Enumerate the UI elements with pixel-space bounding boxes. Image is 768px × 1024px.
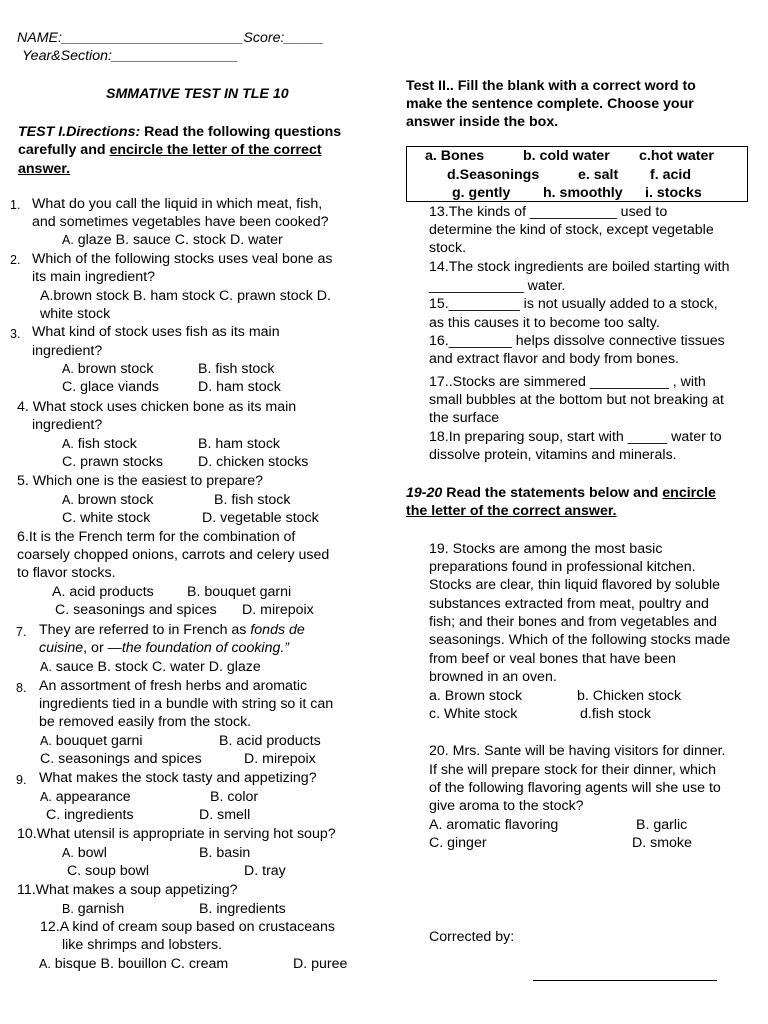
q3-choice-a-text: brown stock [73, 361, 154, 377]
q11-choice-b: B. ingredients [199, 901, 286, 917]
q7-choices [40, 658, 261, 676]
q12-choice-a-letter: A. [39, 957, 51, 971]
box-choice-b: b. cold water [523, 148, 610, 164]
q1-line1: What do you call the liquid in which meat, fish, [32, 196, 323, 212]
q3-choice-d: D. ham stock [198, 379, 281, 395]
q18-line2: dissolve protein, vitamins and minerals. [429, 447, 677, 463]
q1-choices [62, 231, 283, 249]
q3-line1: What kind of stock uses fish as its main [32, 324, 280, 340]
q3-line2: ingredient? [32, 343, 103, 359]
q12-choice-d: D. puree [293, 956, 348, 972]
test1-directions [18, 123, 341, 141]
q19-line3: Stocks are clear, thin liquid flavored by soluble [429, 577, 721, 593]
directions-underlined: encircle the letter of the correct [109, 142, 322, 158]
box-choice-e: e. salt [578, 167, 619, 183]
q5-line1: 5. Which one is the easiest to prepare? [17, 473, 264, 489]
directions-text: Read the following questions [140, 124, 342, 140]
q15-line2: as this causes it to become too salty. [429, 315, 660, 331]
q1-choice-a-letter: A. [62, 233, 74, 247]
q9-number: 9. [16, 773, 27, 787]
q11-line1: 11.What makes a soup appetizing? [17, 882, 238, 898]
q19-choice-d: d.fish stock [580, 706, 651, 722]
box-choice-c: c.hot water [639, 148, 714, 164]
q19-line4: substances extracted from meat, poultry and [429, 596, 709, 612]
q9-line1: What makes the stock tasty and appetizing? [39, 770, 317, 786]
q7-line1-text: They are referred to in French as [39, 622, 251, 638]
q3-choice-c: C. glace viands [62, 379, 159, 395]
q2-line1: Which of the following stocks uses veal bone as [32, 251, 333, 267]
box-choice-d: d.Seasonings [447, 167, 540, 183]
box-choice-i: i. stocks [645, 185, 702, 201]
q17-line3: the surface [429, 410, 500, 426]
q10-choice-a-letter: A. [62, 846, 74, 860]
q10-choice-a [62, 844, 107, 862]
q7-line2-italic2: —the foundation of cooking.” [107, 640, 290, 656]
q8-choice-a [40, 732, 143, 750]
q10-choice-d: D. tray [244, 863, 286, 879]
q19-choice-c: c. White stock [429, 706, 518, 722]
q14-line2: ____________ water. [429, 278, 566, 294]
q2-line2: its main ingredient? [32, 269, 156, 285]
directions-label: Directions: [66, 124, 141, 140]
q10-line1: 10.What utensil is appropriate in serving hot soup? [17, 826, 336, 842]
q16-line1: 16.________ helps dissolve connective tissues [429, 333, 725, 349]
box-choice-g: g. gently [452, 185, 511, 201]
q12-line1: 12.A kind of cream soup based on crustaceans [40, 919, 335, 935]
q9-choice-a-letter: A. [40, 790, 52, 804]
q20-line1: 20. Mrs. Sante will be having visitors for dinner. [429, 743, 726, 759]
q14-line1: 14.The stock ingredients are boiled starting with [429, 259, 730, 275]
q12-choices-text: bisque B. bouillon C. cream [50, 956, 229, 972]
box-choice-a: a. Bones [425, 148, 485, 164]
signature-line [533, 980, 717, 981]
q19-line1: 19. Stocks are among the most basic [429, 541, 663, 557]
q20-choice-d: D. smoke [632, 835, 692, 851]
q4-line1: 4. What stock uses chicken bone as its main [17, 399, 297, 415]
q9-choice-a-text: appearance [51, 789, 131, 805]
test1-directions-line3: answer. [18, 161, 71, 177]
q7-choice-a-letter: A. [40, 660, 52, 674]
q7-choices-text: sauce B. stock C. water D. glaze [51, 659, 261, 675]
test1-directions-line2 [18, 141, 322, 159]
q19-line2: preparations found in professional kitchen. [429, 559, 696, 575]
directions-line2-text: carefully and [18, 142, 110, 158]
q1-number: 1. [10, 198, 21, 212]
q5-choice-b: B. fish stock [214, 492, 291, 508]
q3-choice-a [62, 360, 153, 378]
q6-line1: 6.It is the French term for the combination of [17, 529, 296, 545]
q5-choice-a-text: brown stock [73, 492, 154, 508]
q3-choice-b: B. fish stock [198, 361, 275, 377]
test2-heading-line3: answer inside the box. [406, 114, 559, 130]
q11-choice-a [62, 900, 124, 918]
q8-line2: ingredients tied in a bundle with string so it can [39, 696, 334, 712]
q17-line1: 17..Stocks are simmered __________ , with [429, 374, 706, 390]
q5-choice-c: C. white stock [62, 510, 151, 526]
q2-number: 2. [10, 253, 21, 267]
q11-choice-a-text: garnish [73, 901, 125, 917]
q8-choice-b: B. acid products [219, 733, 321, 749]
q19-line7: from beef or veal bones that have been [429, 651, 676, 667]
q8-choice-a-letter: A. [40, 734, 52, 748]
q5-choice-a [62, 491, 153, 509]
q8-choice-a-text: bouquet garni [51, 733, 143, 749]
q20-line3: of the following flavoring agents will she use to [429, 780, 721, 796]
q13-line3: stock. [429, 240, 467, 256]
q10-choice-c: C. soup bowl [67, 863, 150, 879]
q19-line8: browned in an oven. [429, 669, 557, 685]
q3-number: 3. [10, 327, 21, 341]
q12-line2: like shrimps and lobsters. [62, 937, 223, 953]
q20-choice-c: C. ginger [429, 835, 487, 851]
q4-choice-b: B. ham stock [198, 436, 281, 452]
q10-choice-b: B. basin [199, 845, 251, 861]
q13-line2: determine the kind of stock, except vegetable [429, 222, 714, 238]
test-title: SMMATIVE TEST IN TLE 10 [106, 86, 289, 102]
q4-choice-c: C. prawn stocks [62, 454, 163, 470]
q4-line2: ingredient? [32, 417, 103, 433]
q2-line3: A.brown stock B. ham stock C. prawn stock D. [40, 288, 331, 304]
q9-choice-c: C. ingredients [46, 807, 134, 823]
q7-line1 [39, 621, 305, 639]
q5-choice-d: D. vegetable stock [202, 510, 319, 526]
q19-choice-b: b. Chicken stock [577, 688, 682, 704]
q6-choice-a: A. acid products [52, 584, 154, 600]
q3-choice-a-letter: A. [62, 362, 74, 376]
q17-line2: small bubbles at the bottom but not breaking at [429, 392, 724, 408]
year-section-line: Year&Section:________________ [22, 48, 239, 64]
q6-line3: to flavor stocks. [17, 565, 116, 581]
q11-choice-a-letter: B. [62, 902, 74, 916]
q8-line1: An assortment of fresh herbs and aromatic [39, 678, 308, 694]
q9-choice-a [40, 788, 131, 806]
q7-number: 7. [16, 625, 27, 639]
q4-choice-d: D. chicken stocks [198, 454, 309, 470]
q19-line5: fish; and their bones and from vegetables and [429, 614, 717, 630]
q4-choice-a [62, 435, 137, 453]
q7-line2-italic: cuisine [39, 640, 84, 656]
q5-choice-a-letter: A. [62, 493, 74, 507]
test3-heading-underlined: encircle [662, 485, 716, 501]
name-score-line: NAME:_______________________Score:_____ [17, 30, 324, 46]
q7-line2 [39, 639, 289, 657]
q6-line2: coarsely chopped onions, carrots and celery used [17, 547, 330, 563]
q2-line4: white stock [40, 306, 111, 322]
q4-choice-a-text: fish stock [73, 436, 137, 452]
q1-line2: and sometimes vegetables have been cooked? [32, 214, 329, 230]
q20-line2: If she will prepare stock for their dinner, which [429, 762, 717, 778]
test2-heading-line2: make the sentence complete. Choose your [406, 96, 694, 112]
q10-choice-a-text: bowl [73, 845, 107, 861]
q18-line1: 18.In preparing soup, start with _____ water to [429, 429, 722, 445]
q9-choice-b: B. color [210, 789, 259, 805]
q4-choice-a-letter: A. [62, 437, 74, 451]
q7-line2-text: , or [83, 640, 108, 656]
q13-line1: 13.The kinds of ___________ used to [429, 204, 668, 220]
test1-label: TEST I. [18, 124, 67, 140]
q7-line1-italic: fonds de [250, 622, 305, 638]
test2-heading-line1: Test II.. Fill the blank with a correct word to [406, 78, 696, 94]
q20-choice-b: B. garlic [636, 817, 688, 833]
q20-choice-a: A. aromatic flavoring [429, 817, 559, 833]
q8-line3: be removed easily from the stock. [39, 714, 252, 730]
q20-line4: give aroma to the stock? [429, 798, 584, 814]
q15-line1: 15._________ is not usually added to a stock, [429, 296, 718, 312]
box-choice-h: h. smoothly [543, 185, 623, 201]
q8-choice-c: C. seasonings and spices [40, 751, 202, 767]
q6-choice-d: D. mirepoix [242, 602, 314, 618]
q16-line2: and extract flavor and body from bones. [429, 351, 679, 367]
box-choice-f: f. acid [650, 167, 691, 183]
q1-choices-text: glaze B. sauce C. stock D. water [73, 232, 283, 248]
q8-number: 8. [16, 681, 27, 695]
q6-choice-c: C. seasonings and spices [55, 602, 217, 618]
q19-choice-a: a. Brown stock [429, 688, 523, 704]
test3-heading-text: Read the statements below and [442, 485, 663, 501]
test3-heading-number: 19-20 [406, 485, 443, 501]
q6-choice-b: B. bouquet garni [187, 584, 292, 600]
q12-choices [39, 955, 228, 973]
test3-heading-line2: the letter of the correct answer. [406, 503, 617, 519]
corrected-by-label: Corrected by: [429, 929, 515, 945]
q9-choice-d: D. smell [199, 807, 251, 823]
q8-choice-d: D. mirepoix [244, 751, 316, 767]
q19-line6: seasonings. Which of the following stocks made [429, 632, 731, 648]
test3-heading-line1 [406, 484, 716, 502]
